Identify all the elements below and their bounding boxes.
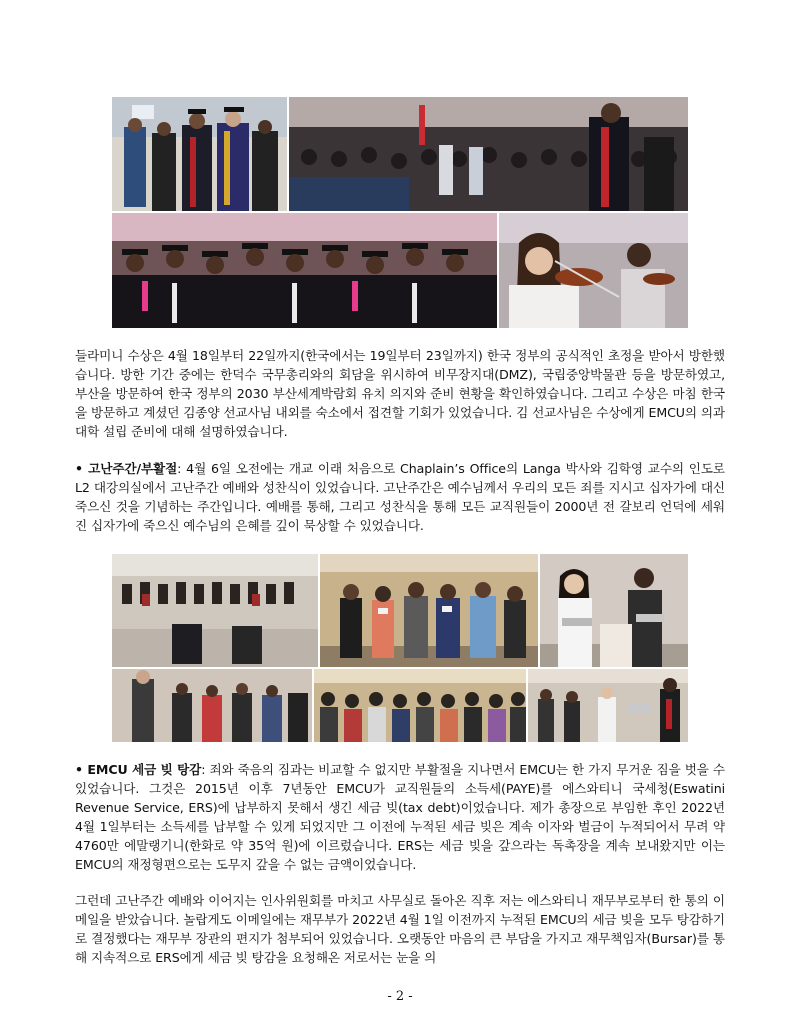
graduation-audience-photo <box>289 97 688 211</box>
graduates-caps-photo <box>112 213 497 328</box>
communion-serving-photo <box>528 669 688 742</box>
section-body-tax-debt: : 죄와 죽음의 짐과는 비교할 수 없지만 부활절을 지나면서 EMCU는 한 가지 무거운 짐을 벗을 수 있었습니다. 그것은 2015년 이후 7년동안 EMCU가 교직원들의 소득세(PAYE)를 에스와티니 국세청(Eswatini Revenue Service, ERS)에 납부하지 못해서 생긴 세금 빚(tax debt)이었습니다. 제가 총장으로 부임한 후인 2022년 4월 1일부터는 소득세를 납부할 수 있게 되었지만 그 이전에 누적된 세금 빚은 계속 이자와 벌금이 누적되어서 무려 약 4760만 에말랭기니(한화로 약 35억 원)에 이르렀습니다. ERS는 세금 빚을 갚으라는 독촉장을 계속 보내왔지만 이는 EMCU의 재정형편으로는 도무지 갚을 수 없는 금액이었습니다. <box>75 762 726 872</box>
page-number: - 2 - <box>387 989 413 1004</box>
section-heading-tax-debt: • EMCU 세금 빚 탕감 <box>75 762 202 777</box>
communion-servers-photo <box>540 554 688 667</box>
paragraph-state-visit: 들라미니 수상은 4월 18일부터 22일까지(한국에서는 19일부터 23일까지) 한국 정부의 공식적인 초정을 받아서 방한했습니다. 방한 기간 중에는 한덕수 국무총리와의 회담을 위시하여 비무장지대(DMZ), 국립중앙박물관 등을 방문하였고, 부산을 방문하여 한국 정부의 2030 부산세계박람회 유치 의지와 준비 현황을 확인하였습니다. 그리고 수상은 마침 한국을 방문하고 계셨던 김종양 선교사님 내외를 숙소에서 접견할 기회가 있었습니다. 김 선교사님은 수상에게 EMCU의 의과대학 설립 준비에 대해 설명하였습니다. <box>75 348 725 439</box>
section-heading-holy-week: • 고난주간/부활절 <box>75 461 178 476</box>
scripture-reading-photo <box>320 554 538 667</box>
violin-performance-photo <box>499 213 688 328</box>
paragraph-holy-week <box>75 459 725 535</box>
worship-circle-photo <box>112 554 318 667</box>
section-body-holy-week: : 4월 6일 오전에는 개교 이래 처음으로 Chaplain’s Office의 Langa 박사와 김학영 교수의 인도로 L2 대강의실에서 고난주간 예배와 성찬식이 있었습니다. 고난주간은 예수님께서 우리의 모든 죄를 지시고 십자가에 대신 죽으신 것을 기념하는 주간입니다. 예배를 통해, 그리고 성찬식을 통해 모든 교직원들이 2000년 전 갈보리 언덕에 세워진 십자가에 죽으신 예수님의 은혜를 깊이 묵상할 수 있었습니다. <box>75 461 725 533</box>
paragraph-tax-debt <box>75 760 725 874</box>
congregation-photo <box>314 669 526 742</box>
graduation-procession-photo <box>112 97 287 211</box>
communion-line-photo <box>112 669 312 742</box>
paragraph-debt-forgiveness: 그런데 고난주간 예배와 이어지는 인사위원회를 마치고 사무실로 돌아온 직후 저는 에스와티니 재무부로부터 한 통의 이메일을 받았습니다. 놀랍게도 이메일에는 재무부가 2022년 4월 1일 이전까지 누적된 EMCU의 세금 빚을 모두 탕감하기로 결정했다는 재무부 장관의 편지가 첨부되어 있었습니다. 오랫동안 마음의 큰 부담을 가지고 재무책임자(Bursar)를 통해 지속적으로 ERS에게 세금 빚 탕감을 요청해온 저로서는 눈을 의 <box>75 893 725 965</box>
